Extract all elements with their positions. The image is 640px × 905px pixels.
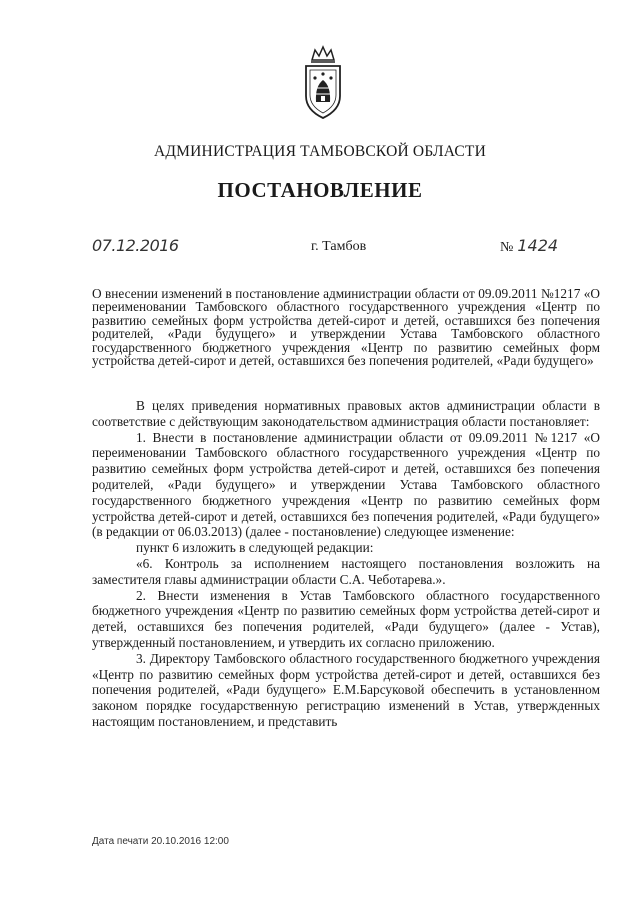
clause-2: 2. Внести изменения в Устав Тамбовского областного государственного бюджетного учреждения «Центр по развитию семейных форм устройства детей-сирот и детей, оставшихся без попечения родителей, «Ради будущего» (далее - Устав), утвержденный постановлением, и утвердить их согласно приложению. (92, 587, 600, 650)
document-number (500, 236, 558, 256)
number-label: № (500, 240, 514, 255)
clause-3: 3. Директору Тамбовского областного государственного бюджетного учреждения «Центр по развитию семейных форм устройства детей-сирот и детей, оставшихся без попечения родителей, «Ради будущего» Е.М.Барсуковой обеспечить в установленном законом порядке государственную регистрацию изменений в Устав, утвержденных настоящим постановлением, и представить (92, 650, 600, 729)
preamble: В целях приведения нормативных правовых актов администрации области в соответствие с действующим законодательством администрация области постановляет: (92, 398, 600, 429)
agency-name: АДМИНИСТРАЦИЯ ТАМБОВСКОЙ ОБЛАСТИ (154, 143, 486, 160)
print-date: Дата печати 20.10.2016 12:00 (92, 836, 229, 847)
coat-of-arms-icon (298, 44, 348, 122)
document-title: О внесении изменений в постановление администрации области от 09.09.2011 №1217 «О переименовании Тамбовского областного государственного учреждения «Центр по развитию семейных форм устройства детей-сирот и детей, оставшихся без попечения родителей, «Ради будущего» и утверждении Устава Тамбовского областного государственного бюджетного учреждения «Центр по развитию семейных форм устройства детей-сирот и детей, оставшихся без попечения родителей, «Ради будущего» (92, 286, 600, 369)
document-body (92, 398, 600, 730)
clause-1: 1. Внести в постановление администрации области от 09.09.2011 №1217 «О переименовании Тамбовского областного государственного учреждения «Центр по развитию семейных форм устройства детей-сирот и детей, оставшихся без попечения родителей, «Ради будущего» и утверждении Устава Тамбовского областного государственного бюджетного учреждения «Центр по развитию семейных форм устройства детей-сирот и детей, оставшихся без попечения родителей, «Ради будущего» (в редакции от 06.03.2013) (далее - постановление) следующее изменение: (92, 429, 600, 540)
document-type: ПОСТАНОВЛЕНИЕ (217, 178, 423, 202)
clause-1-item: пункт 6 изложить в следующей редакции: (136, 540, 374, 556)
document-date: 07.12.2016 (92, 236, 179, 255)
clause-1-quote: «6. Контроль за исполнением настоящего постановления возложить на заместителя главы администрации области С.А. Чеботарева.». (92, 555, 600, 587)
document-city: г. Тамбов (311, 239, 367, 254)
number-value: 1424 (517, 236, 559, 255)
